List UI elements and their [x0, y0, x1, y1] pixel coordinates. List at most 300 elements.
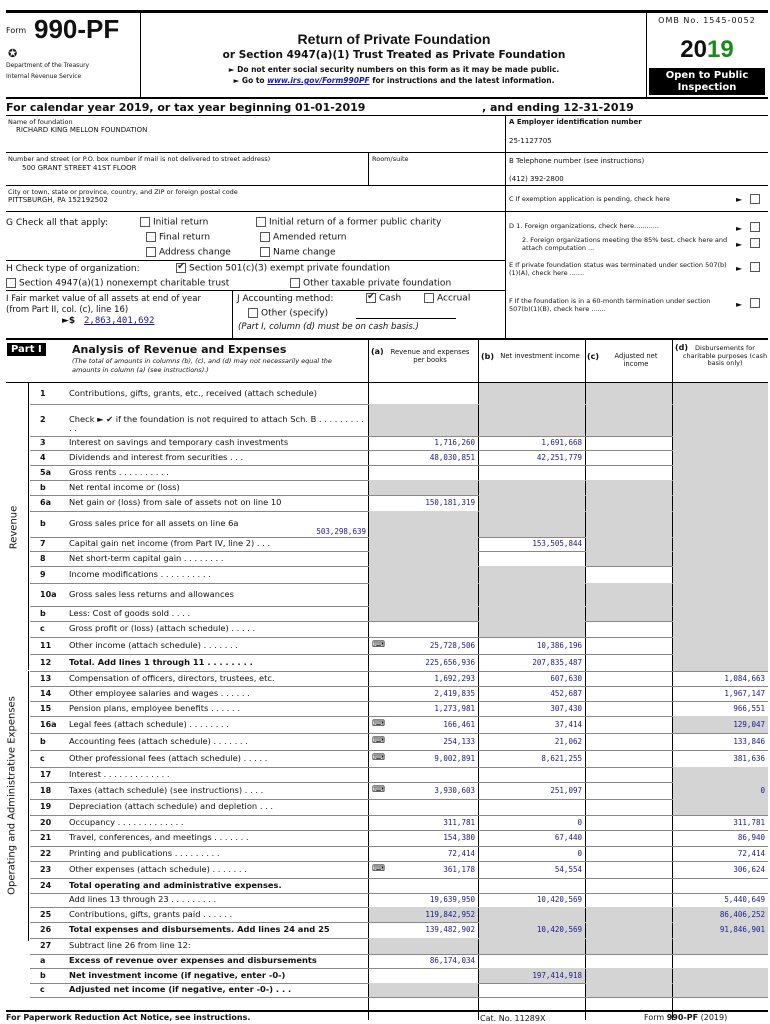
amount-b[interactable]: 153,505,844 [532, 539, 582, 548]
line-number: 11 [40, 640, 52, 650]
calendar-year-end: , and ending 12-31-2019 [482, 101, 634, 114]
foreign-org-checkbox[interactable] [750, 222, 763, 232]
shaded-cell [673, 480, 768, 495]
rule [6, 152, 768, 153]
part-i-title: Analysis of Revenue and Expenses [72, 343, 287, 356]
shaded-cell [369, 606, 478, 621]
amount-a[interactable]: 166,461 [443, 719, 475, 729]
amount-b[interactable]: 42,251,779 [536, 452, 582, 462]
line-number: 20 [40, 817, 52, 827]
amount-a[interactable]: 311,781 [443, 817, 475, 827]
line-number: b [40, 519, 46, 528]
amount-a[interactable]: 86,174,034 [429, 956, 475, 965]
line-number: a [40, 956, 46, 965]
row-rule [30, 621, 768, 622]
line-number: 15 [40, 703, 52, 713]
line-number: 3 [40, 438, 46, 447]
amount-b[interactable]: 0 [577, 848, 582, 858]
amount-b[interactable]: 0 [577, 817, 582, 827]
shaded-cell [673, 983, 768, 997]
line-description: Interest on savings and temporary cash investments [69, 438, 289, 447]
form-number: 990-PF [34, 14, 120, 44]
shaded-cell [673, 404, 768, 436]
row-rule [30, 637, 768, 638]
row-rule [30, 450, 768, 451]
row-rule [30, 861, 768, 862]
ssn-notice: ► Do not enter social security numbers on this form as it may be made public. [228, 65, 560, 74]
exemption-pending-checkbox[interactable] [750, 194, 763, 204]
amount-a[interactable]: 361,178 [443, 864, 475, 874]
amount-a[interactable]: 3,930,603 [434, 785, 475, 795]
line-description: Compensation of officers, directors, trustees, etc. [69, 673, 275, 683]
amount-a[interactable]: 1,692,293 [434, 673, 475, 683]
501c3-checkbox[interactable]: ✔ Section 501(c)(3) exempt private foundation [176, 263, 390, 274]
shaded-cell [369, 938, 478, 954]
amount-a[interactable]: 150,181,319 [425, 498, 475, 507]
row-rule [30, 465, 768, 466]
amount-a[interactable]: 72,414 [447, 848, 475, 858]
line-number: 7 [40, 539, 46, 548]
fmv-value[interactable]: 2,863,401,692 [84, 316, 155, 326]
line-number: b [40, 736, 46, 746]
line-description: Adjusted net income (if negative, enter -0-) . . . [69, 985, 292, 994]
line-description: Gross sales less returns and allowances [69, 589, 234, 599]
col-d-header: Disbursements for charitable purposes (cash basis only) [682, 344, 768, 367]
form-title: Return of Private Foundation [297, 31, 491, 47]
line-number: 25 [40, 909, 52, 919]
shaded-cell [479, 511, 585, 537]
irs-label: Internal Revenue Service [6, 73, 82, 80]
shaded-cell [673, 654, 768, 671]
amount-d[interactable]: 86,940 [737, 833, 765, 842]
arrow-icon: ► [736, 264, 743, 273]
line-number: 21 [40, 833, 52, 842]
amount-d[interactable]: 381,636 [733, 753, 765, 763]
line-description: Travel, conferences, and meetings . . . . . . . [69, 833, 249, 842]
shaded-cell [369, 404, 478, 436]
line-description: Total expenses and disbursements. Add lines 24 and 25 [69, 925, 330, 934]
divider [505, 115, 506, 338]
amount-d[interactable]: 1,967,147 [724, 688, 765, 698]
arrow-icon: ► [736, 300, 743, 309]
room-label: Room/suite [372, 155, 409, 163]
rule [6, 211, 768, 212]
line-number: 9 [40, 569, 46, 579]
shaded-cell [673, 938, 768, 954]
line-description: Income modifications . . . . . . . . . . [69, 569, 211, 579]
termination-b-label: F If the foundation is in a 60-month termination under section 507(b)(1)(B), check here ....... [509, 297, 711, 313]
shaded-cell [479, 480, 585, 495]
shaded-cell [586, 968, 672, 983]
amount-a[interactable]: 225,656,936 [425, 657, 475, 667]
line-description: Net investment income (if negative, enter -0-) [69, 970, 286, 980]
top-rule [6, 10, 768, 13]
amended-return-checkbox[interactable]: Amended return [260, 232, 347, 243]
shaded-cell [369, 983, 478, 997]
shaded-cell [479, 566, 585, 583]
shaded-cell [673, 465, 768, 480]
amount-b[interactable]: 8,621,255 [541, 753, 582, 763]
line-number: 14 [40, 688, 52, 698]
row-rule [30, 815, 768, 816]
city-value[interactable]: PITTSBURGH, PA 152192502 [8, 196, 108, 204]
shaded-cell [586, 537, 672, 551]
amount-a[interactable]: 254,133 [443, 736, 475, 746]
amount-b[interactable]: 54,554 [554, 864, 582, 874]
footer-notice: For Paperwork Reduction Act Notice, see instructions. [6, 1013, 251, 1022]
rule [6, 260, 505, 261]
line-number: 16a [40, 719, 57, 729]
foreign-85-label: 2. Foreign organizations meeting the 85% test, check here and attach computation ... [522, 236, 728, 252]
line-description: Net short-term capital gain . . . . . . . . [69, 553, 224, 563]
arrow-icon: ► [736, 240, 743, 249]
amount-a[interactable]: 48,030,851 [429, 452, 475, 462]
specify-underline [356, 318, 456, 319]
final-return-checkbox[interactable]: Final return [146, 232, 210, 243]
row-rule [30, 750, 768, 751]
phone-label: B Telephone number (see instructions) [509, 157, 645, 165]
arrow-icon: ► [736, 195, 743, 204]
amount-a[interactable]: 25,728,506 [429, 640, 475, 650]
line-description: Subtract line 26 from line 12: [69, 941, 191, 950]
street-label: Number and street (or P.O. box number if mail is not delivered to street address) [8, 155, 271, 163]
rule [6, 97, 768, 99]
line-number: 17 [40, 769, 52, 779]
line-description: Net gain or (loss) from sale of assets not on line 10 [69, 498, 282, 507]
footer-form: Form 990-PF (2019) [644, 1013, 728, 1022]
part-i-note: (The total of amounts in columns (b), (c), and (d) may not necessarily equal the amounts in column (a) (see instructions).) [72, 357, 332, 374]
exemption-pending-label: C If exemption application is pending, check here [509, 195, 670, 203]
rule [6, 1010, 768, 1012]
amount-b[interactable]: 307,430 [550, 703, 582, 713]
calendar-year-begin: For calendar year 2019, or tax year beginning 01-01-2019 [6, 101, 366, 114]
line-description: Legal fees (attach schedule) . . . . . . . . [69, 719, 229, 729]
shaded-cell [673, 799, 768, 815]
shaded-cell [673, 537, 768, 551]
eagle-icon: ✪ [8, 47, 18, 60]
shaded-cell [586, 938, 672, 954]
amount-b[interactable]: 197,414,918 [532, 970, 582, 980]
line-description: Capital gain net income (from Part IV, line 2) . . . [69, 539, 271, 548]
shaded-cell [673, 637, 768, 654]
line-number: 12 [40, 657, 52, 667]
shaded-cell [479, 404, 585, 436]
h-label: H Check type of organization: [6, 264, 140, 274]
line-description: Contributions, gifts, grants, etc., received (attach schedule) [69, 388, 318, 398]
amount-a[interactable]: 2,419,835 [434, 688, 475, 698]
shaded-cell [673, 606, 768, 621]
initial-return-checkbox[interactable]: Initial return [140, 217, 208, 228]
divider [28, 671, 29, 941]
row-rule [30, 799, 768, 800]
amount-b[interactable]: 10,420,569 [536, 895, 582, 904]
name-change-checkbox[interactable]: Name change [260, 247, 336, 258]
line-number: 1 [40, 388, 46, 398]
amount-b[interactable]: 251,097 [550, 785, 582, 795]
line-description: Less: Cost of goods sold . . . . [69, 608, 191, 618]
shaded-cell [586, 383, 672, 404]
row-rule [30, 878, 768, 879]
shaded-cell [369, 566, 478, 583]
form-prefix: Form [6, 26, 27, 35]
attachment-icon[interactable]: ⌨ [372, 863, 385, 874]
g-label: G Check all that apply: [6, 218, 109, 228]
amount-b[interactable]: 21,062 [554, 736, 582, 746]
amount-d[interactable]: 91,846,901 [719, 925, 765, 934]
ein-value[interactable]: 25-1127705 [509, 137, 552, 145]
amount-a[interactable]: 19,639,950 [429, 895, 475, 904]
amount-b[interactable]: 207,835,487 [532, 657, 582, 667]
amount-a[interactable]: 9,002,891 [434, 753, 475, 763]
col-c-header: Adjusted net income [614, 352, 658, 368]
tax-year: 2019 [680, 36, 734, 63]
line-description: Excess of revenue over expenses and disbursements [69, 956, 317, 965]
line-description: Other income (attach schedule) . . . . . . . [69, 640, 238, 650]
shaded-cell [673, 511, 768, 537]
shaded-cell [586, 606, 672, 621]
line-number: b [40, 608, 46, 618]
arrow-icon: ► [736, 224, 743, 233]
line-description: Gross profit or (loss) (attach schedule) . . . . . [69, 624, 256, 633]
line-number: 18 [40, 785, 52, 795]
amount-a[interactable]: 119,842,952 [425, 909, 475, 919]
row-rule [30, 686, 768, 687]
shaded-cell [586, 511, 672, 537]
shaded-cell [586, 983, 672, 997]
irs-link[interactable]: www.irs.gov/Form990PF [267, 76, 370, 85]
row-rule [30, 997, 768, 998]
col-b-header: Net investment income [500, 352, 580, 360]
amount-b[interactable]: 67,440 [554, 833, 582, 842]
line-description: Interest . . . . . . . . . . . . . [69, 769, 170, 779]
instructions-notice: ► Go to www.irs.gov/Form990PF for instructions and the latest information. [233, 76, 555, 85]
amount-d[interactable]: 133,846 [733, 736, 765, 746]
amount-d[interactable]: 306,624 [733, 864, 765, 874]
shaded-cell [479, 907, 585, 922]
line-number: 23 [40, 864, 52, 874]
col-a-tag: (a) [371, 347, 384, 356]
amount-b[interactable]: 452,687 [550, 688, 582, 698]
amount-d[interactable]: 966,551 [733, 703, 765, 713]
amount-d[interactable]: 311,781 [733, 817, 765, 827]
other-method-checkbox[interactable]: Other (specify) [248, 308, 328, 319]
termination-b-checkbox[interactable] [750, 298, 763, 308]
line-description: Occupancy . . . . . . . . . . . . . [69, 817, 184, 827]
line-description: Printing and publications . . . . . . . . . [69, 848, 220, 858]
shaded-cell [369, 537, 478, 551]
initial-former-checkbox[interactable]: Initial return of a former public charity [256, 217, 441, 228]
shaded-cell [369, 583, 478, 606]
line-description: Check ► ✔ if the foundation is not required to attach Sch. B . . . . . . . . . . . [69, 415, 364, 433]
shaded-cell [479, 606, 585, 621]
line-description: Dividends and interest from securities . . . [69, 452, 244, 462]
shaded-cell [673, 583, 768, 606]
shaded-cell [673, 551, 768, 566]
amount-b[interactable]: 10,386,196 [536, 640, 582, 650]
line-number: 6a [40, 498, 51, 507]
amount-b[interactable]: 607,630 [550, 673, 582, 683]
attachment-icon[interactable]: ⌨ [372, 784, 385, 795]
line-number: c [40, 985, 45, 994]
attachment-icon[interactable]: ⌨ [372, 752, 385, 763]
col-b-tag: (b) [481, 352, 495, 361]
line-description: Other employee salaries and wages . . . . . . [69, 688, 250, 698]
amount-d[interactable]: 72,414 [737, 848, 765, 858]
terminated-a-checkbox[interactable] [750, 262, 763, 272]
line-number: b [40, 970, 46, 980]
line-number: 22 [40, 848, 52, 858]
line-number: 2 [40, 415, 46, 424]
amount-d[interactable]: 1,084,663 [724, 673, 765, 683]
shaded-cell [673, 383, 768, 404]
gross-sales-value[interactable]: 503,298,639 [316, 527, 366, 536]
amount-b[interactable]: 37,414 [554, 719, 582, 729]
other-taxable-checkbox[interactable]: Other taxable private foundation [290, 278, 451, 289]
col-d-tag: (d) [675, 343, 689, 352]
row-rule [30, 846, 768, 847]
divider [232, 291, 233, 338]
amount-b[interactable]: 1,691,668 [541, 438, 582, 447]
name-label: Name of foundation [8, 118, 73, 126]
row-rule [30, 733, 768, 734]
shaded-cell [673, 767, 768, 782]
line-description: Gross sales price for all assets on line 6a [69, 519, 239, 528]
revenue-side-label: Revenue [8, 505, 20, 550]
line-description: Net rental income or (loss) [69, 482, 180, 492]
row-rule [30, 893, 768, 894]
expenses-side-label: Operating and Administrative Expenses [6, 696, 18, 895]
line-description: Pension plans, employee benefits . . . . . . [69, 703, 240, 713]
shaded-cell [586, 495, 672, 511]
shaded-cell [673, 968, 768, 983]
terminated-a-label: E If private foundation status was terminated under section 507(b)(1)(A), check here ....... [509, 261, 727, 277]
line-number: 27 [40, 941, 52, 950]
shaded-cell [586, 480, 672, 495]
line-number: 13 [40, 673, 52, 683]
phone-value[interactable]: (412) 392-2800 [509, 175, 564, 183]
city-label: City or town, state or province, country, and ZIP or foreign postal code [8, 188, 238, 196]
amount-b[interactable]: 10,420,569 [536, 925, 582, 934]
line-description: Depreciation (attach schedule) and depletion . . . [69, 802, 274, 811]
ein-label: A Employer identification number [509, 118, 642, 126]
shaded-cell [673, 436, 768, 450]
line-number: c [40, 753, 45, 763]
amount-a[interactable]: 1,716,260 [434, 438, 475, 447]
line-description: Other expenses (attach schedule) . . . . . . . [69, 864, 247, 874]
line-description: Gross rents . . . . . . . . . . [69, 467, 169, 477]
divider [140, 13, 141, 97]
public-inspection-badge: Open to Public Inspection [649, 68, 765, 95]
omb-number: OMB No. 1545-0052 [658, 16, 756, 25]
shaded-cell [673, 621, 768, 637]
foundation-name[interactable]: RICHARD KING MELLON FOUNDATION [16, 126, 148, 134]
amount-d[interactable]: 86,406,252 [719, 909, 765, 919]
row-rule [30, 436, 768, 437]
divider [28, 382, 29, 670]
row-rule [30, 767, 768, 768]
divider [646, 13, 647, 97]
rule [6, 338, 768, 340]
form-subtitle: or Section 4947(a)(1) Trust Treated as Private Foundation [222, 49, 566, 61]
row-rule [30, 782, 768, 783]
attachment-icon[interactable]: ⌨ [372, 735, 385, 746]
line-number: c [40, 624, 45, 633]
row-rule [30, 954, 768, 955]
line-number: 19 [40, 802, 52, 811]
rule [6, 115, 768, 116]
shaded-cell [479, 495, 585, 511]
shaded-cell [479, 583, 585, 606]
line-description: Contributions, gifts, grants paid . . . . . . [69, 909, 233, 919]
shaded-cell [586, 922, 672, 938]
cash-basis-note: (Part I, column (d) must be on cash basis.) [238, 322, 419, 332]
row-rule [30, 671, 768, 672]
line-description: Total. Add lines 1 through 11 . . . . . . . . [69, 657, 253, 667]
line-number: 5a [40, 467, 51, 477]
shaded-cell [673, 495, 768, 511]
shaded-cell [369, 511, 478, 537]
foreign-85-checkbox[interactable] [750, 238, 763, 248]
line-number: 10a [40, 589, 57, 599]
accrual-checkbox[interactable]: Accrual [424, 293, 470, 304]
accounting-label: J Accounting method: [237, 294, 334, 304]
shaded-cell [673, 566, 768, 583]
line-number: 4 [40, 452, 46, 462]
shaded-cell [586, 404, 672, 436]
address-change-checkbox[interactable]: Address change [146, 247, 231, 258]
row-rule [30, 830, 768, 831]
shaded-cell [479, 383, 585, 404]
shaded-cell [586, 583, 672, 606]
attachment-icon[interactable]: ⌨ [372, 718, 385, 729]
4947-checkbox[interactable]: Section 4947(a)(1) nonexempt charitable trust [6, 278, 229, 289]
divider [368, 152, 369, 185]
line-number: 24 [40, 880, 52, 890]
shaded-cell [586, 551, 672, 566]
amount-d[interactable]: 5,440,649 [724, 895, 765, 904]
shaded-cell [369, 480, 478, 495]
street-address[interactable]: 500 GRANT STREET 41ST FLOOR [22, 164, 137, 172]
line-number: 8 [40, 553, 46, 563]
line-description: Taxes (attach schedule) (see instructions) . . . . [69, 785, 264, 795]
line-description: Add lines 13 through 23 . . . . . . . . . [69, 895, 217, 904]
rule [6, 290, 505, 291]
col-a-header: Revenue and expenses per books [390, 348, 470, 364]
cash-checkbox[interactable]: ✔ Cash [366, 293, 401, 304]
shaded-cell [673, 450, 768, 465]
amount-a[interactable]: 139,482,902 [425, 925, 475, 934]
rule [6, 185, 768, 186]
attachment-icon[interactable]: ⌨ [372, 639, 385, 650]
line-number: 26 [40, 925, 52, 934]
shaded-cell [369, 551, 478, 566]
catalog-number: Cat. No. 11289X [480, 1014, 546, 1023]
row-rule [30, 716, 768, 717]
line-number: b [40, 482, 46, 492]
shaded-cell [479, 621, 585, 637]
col-c-tag: (c) [587, 352, 600, 361]
shaded-cell [479, 938, 585, 954]
amount-a[interactable]: 154,380 [443, 833, 475, 842]
fmv-label: I Fair market value of all assets at end of year (from Part II, col. (c), line 16) [6, 294, 201, 315]
foreign-org-label: D 1. Foreign organizations, check here............ [509, 222, 659, 230]
dept-label: Department of the Treasury [6, 62, 90, 69]
amount-d[interactable]: 0 [760, 785, 765, 795]
part-i-tag: Part I [7, 343, 46, 356]
amount-d[interactable]: 129,047 [733, 719, 765, 729]
line-description: Total operating and administrative expenses. [69, 880, 282, 890]
amount-a[interactable]: 1,273,981 [434, 703, 475, 713]
